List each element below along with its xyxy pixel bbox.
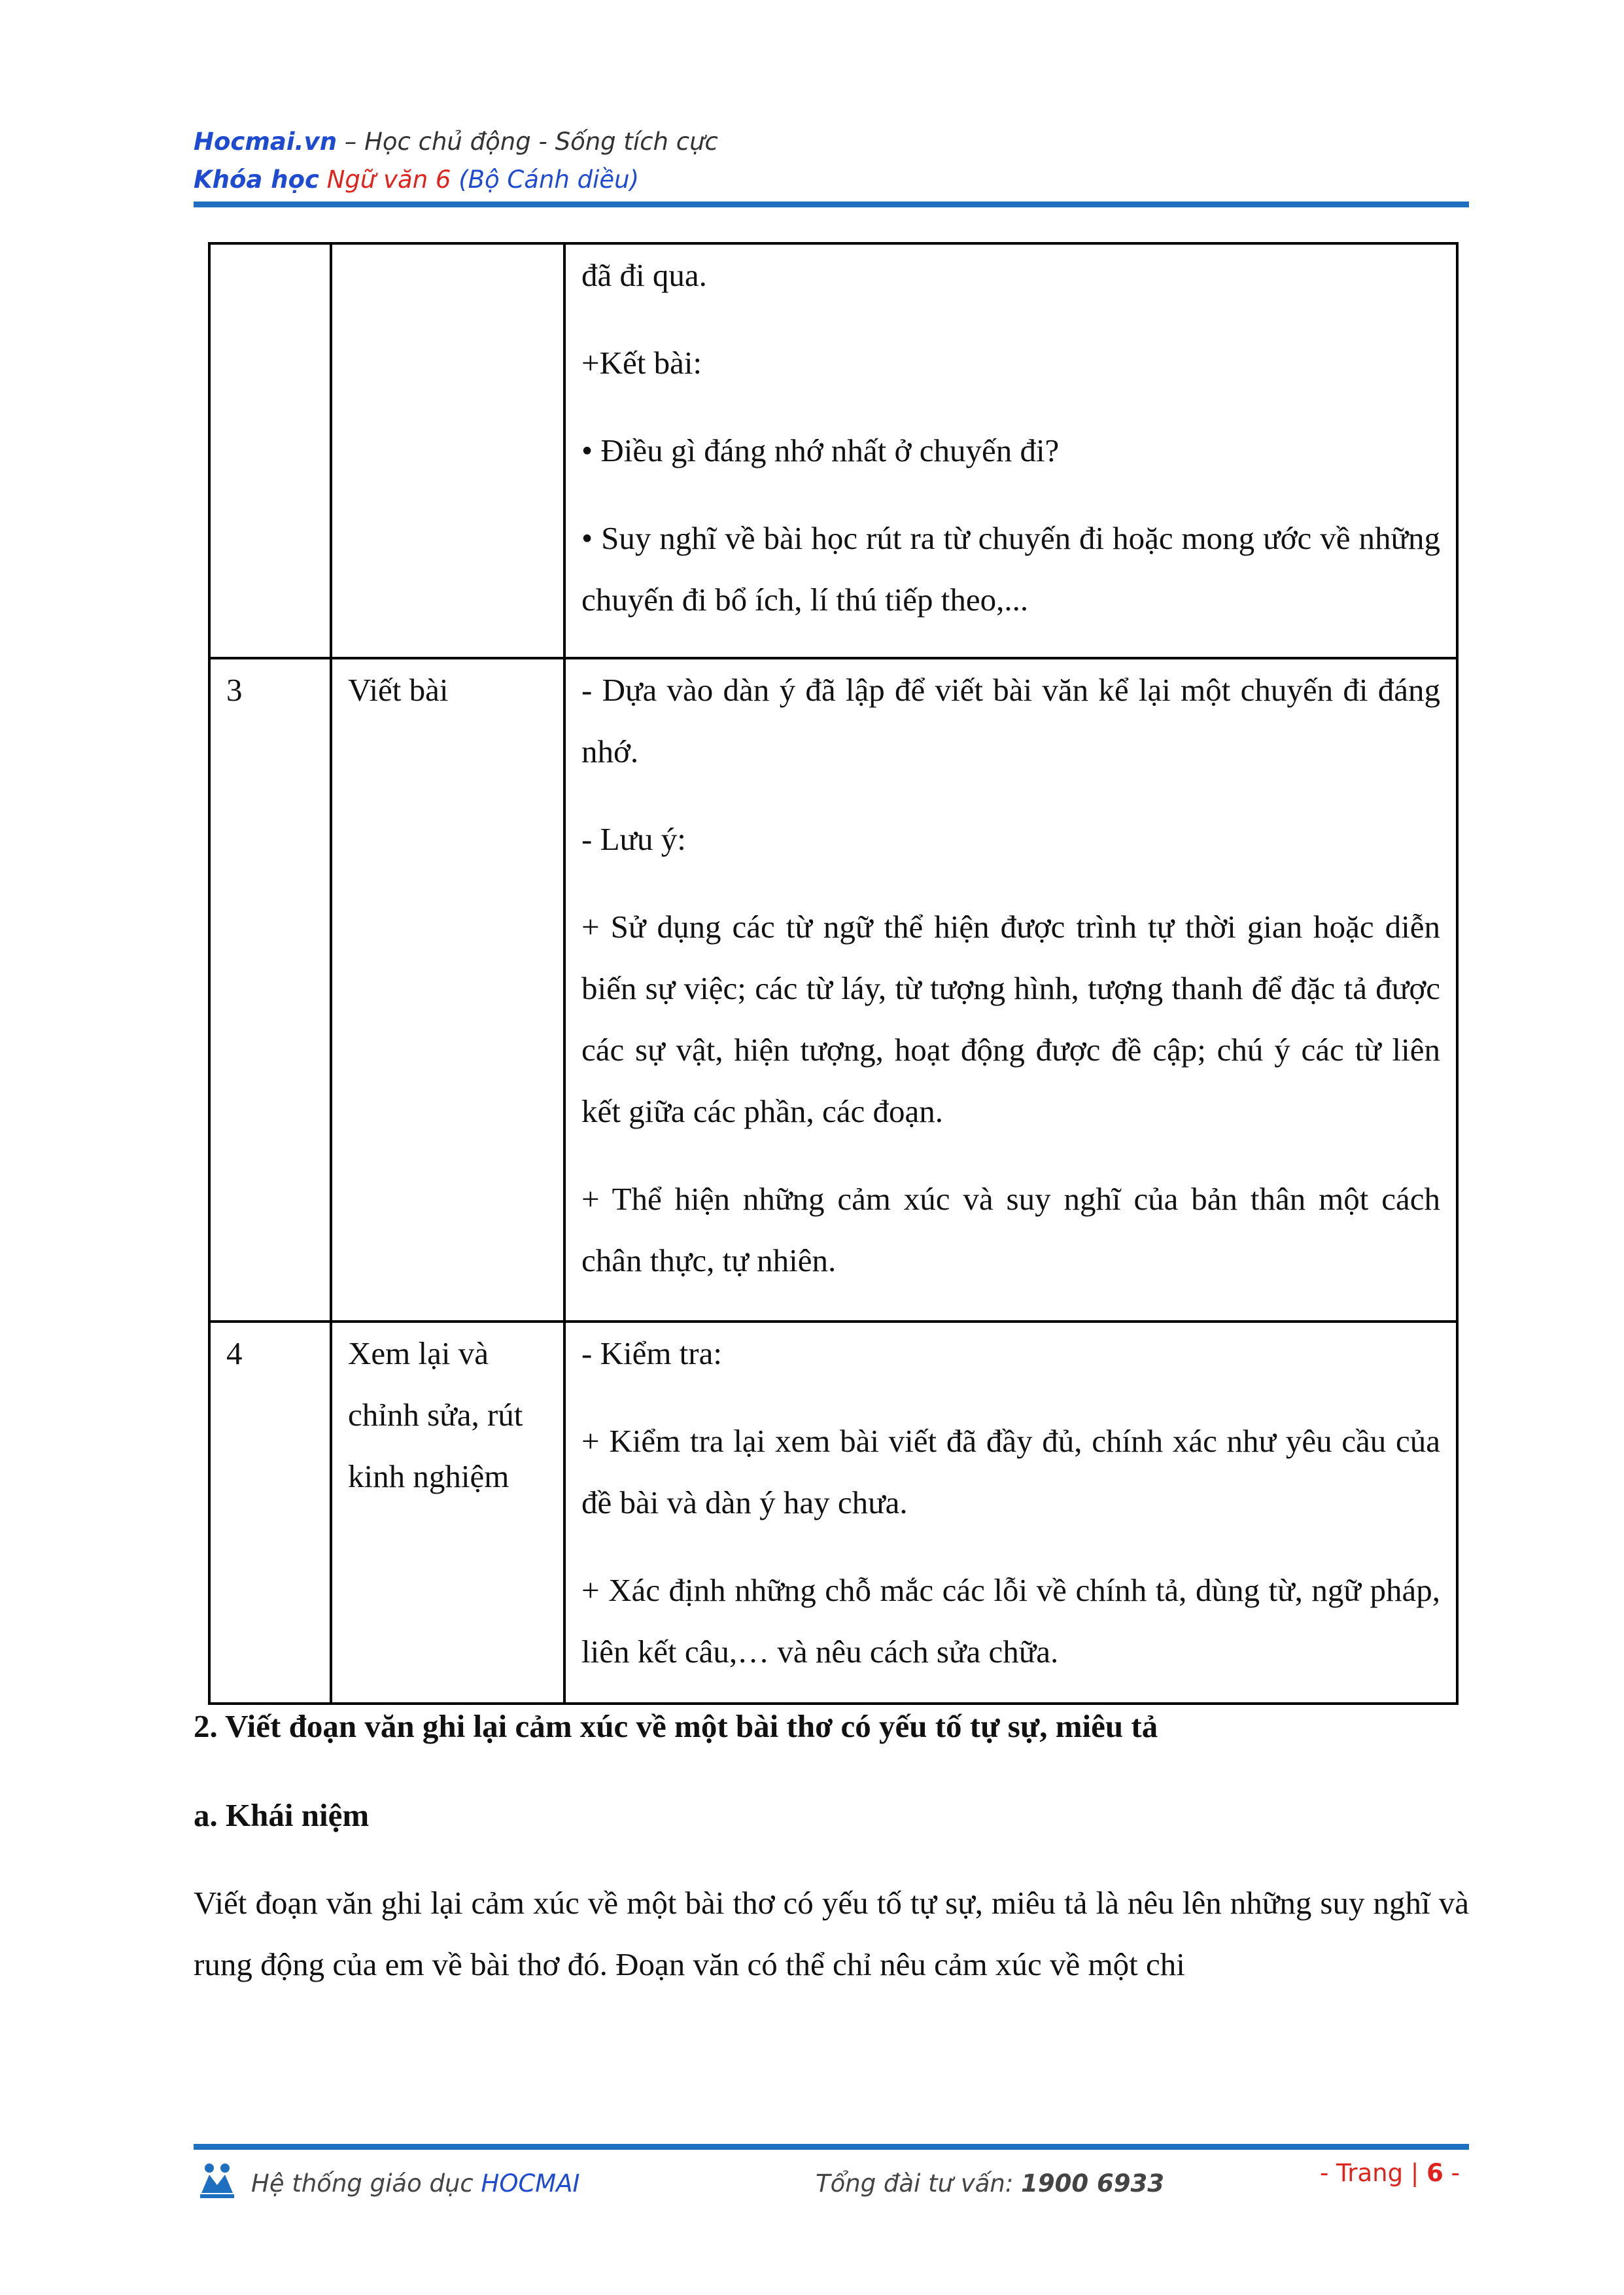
table-row bbox=[209, 658, 1457, 1322]
step-content-cell bbox=[564, 243, 1457, 658]
page-number bbox=[1320, 2159, 1460, 2187]
content-line: - Dựa vào dàn ý đã lập để viết bài văn kể lại một chuyến đi đáng nhớ. bbox=[581, 672, 1440, 769]
table-row bbox=[209, 243, 1457, 658]
header-line-1 bbox=[194, 123, 1469, 161]
page-header bbox=[194, 123, 1469, 199]
section-paragraph: Viết đoạn văn ghi lại cảm xúc về một bài thơ có yếu tố tự sự, miêu tả là nêu lên những suy nghĩ và rung động của em về bài thơ đó. Đoạn văn có thể chỉ nêu cảm xúc về một chi bbox=[194, 1885, 1469, 1982]
step-content-cell bbox=[564, 1322, 1457, 1704]
header-line-2 bbox=[194, 161, 1469, 199]
header-course-series: (Bộ Cánh diều) bbox=[458, 166, 640, 194]
step-number-cell: 3 bbox=[209, 658, 331, 1322]
steps-table bbox=[208, 242, 1459, 1705]
content-line: + Sử dụng các từ ngữ thể hiện được trình tự thời gian hoặc diễn biến sự việc; các từ láy, từ tượng hình, tượng thanh để đặc tả được các sự vật, hiện tượng, hoạt động được đề cập; chú ý các từ liên kết giữa các phần, các đoạn. bbox=[581, 909, 1440, 1129]
step-number-cell bbox=[209, 243, 331, 658]
step-name-cell bbox=[331, 243, 564, 658]
header-divider bbox=[194, 201, 1469, 207]
content-line: - Kiểm tra: bbox=[581, 1335, 722, 1371]
header-brand[interactable]: Hocmai.vn bbox=[194, 128, 337, 156]
table-row bbox=[209, 1322, 1457, 1704]
hocmai-logo-icon bbox=[196, 2159, 238, 2201]
footer-hotline-number[interactable]: 1900 6933 bbox=[1021, 2169, 1164, 2198]
step-content-cell bbox=[564, 658, 1457, 1322]
footer-hotline-label: Tổng đài tư vấn: bbox=[816, 2169, 1014, 2198]
content-line: • Suy nghĩ về bài học rút ra từ chuyến đi hoặc mong ước về những chuyến đi bổ ích, lí thú tiếp theo,... bbox=[581, 520, 1440, 618]
step-name-cell: Viết bài bbox=[331, 658, 564, 1322]
section-title: 2. Viết đoạn văn ghi lại cảm xúc về một bài thơ có yếu tố tự sự, miêu tả bbox=[194, 1708, 1158, 1744]
page-suffix: - bbox=[1451, 2159, 1460, 2187]
footer-divider bbox=[194, 2144, 1469, 2150]
page-prefix: - Trang | bbox=[1320, 2159, 1419, 2187]
content-line: +Kết bài: bbox=[581, 345, 702, 381]
content-line: + Thể hiện những cảm xúc và suy nghĩ của bản thân một cách chân thực, tự nhiên. bbox=[581, 1181, 1440, 1278]
header-dash: – bbox=[337, 128, 365, 156]
header-course-label: Khóa học bbox=[194, 166, 319, 194]
footer-system bbox=[251, 2169, 579, 2198]
footer-system-name[interactable]: HOCMAI bbox=[481, 2169, 580, 2198]
header-course-name: Ngữ văn 6 bbox=[326, 166, 451, 194]
step-number-cell: 4 bbox=[209, 1322, 331, 1704]
footer-hotline bbox=[816, 2169, 1164, 2198]
content-line: + Xác định những chỗ mắc các lỗi về chính tả, dùng từ, ngữ pháp, liên kết câu,… và nêu cách sửa chữa. bbox=[581, 1572, 1440, 1670]
content-line: + Kiểm tra lại xem bài viết đã đầy đủ, chính xác như yêu cầu của đề bài và dàn ý hay chưa. bbox=[581, 1423, 1440, 1520]
content-line: đã đi qua. bbox=[581, 257, 707, 293]
page-number-value: 6 bbox=[1426, 2159, 1443, 2187]
section-subtitle: a. Khái niệm bbox=[194, 1797, 370, 1833]
content-line: • Điều gì đáng nhớ nhất ở chuyến đi? bbox=[581, 432, 1060, 468]
header-slogan: Học chủ động - Sống tích cực bbox=[364, 128, 718, 156]
footer-system-label: Hệ thống giáo dục bbox=[251, 2169, 474, 2198]
content-line: - Lưu ý: bbox=[581, 821, 686, 857]
step-name-cell: Xem lại và chỉnh sửa, rút kinh nghiệm bbox=[331, 1322, 564, 1704]
